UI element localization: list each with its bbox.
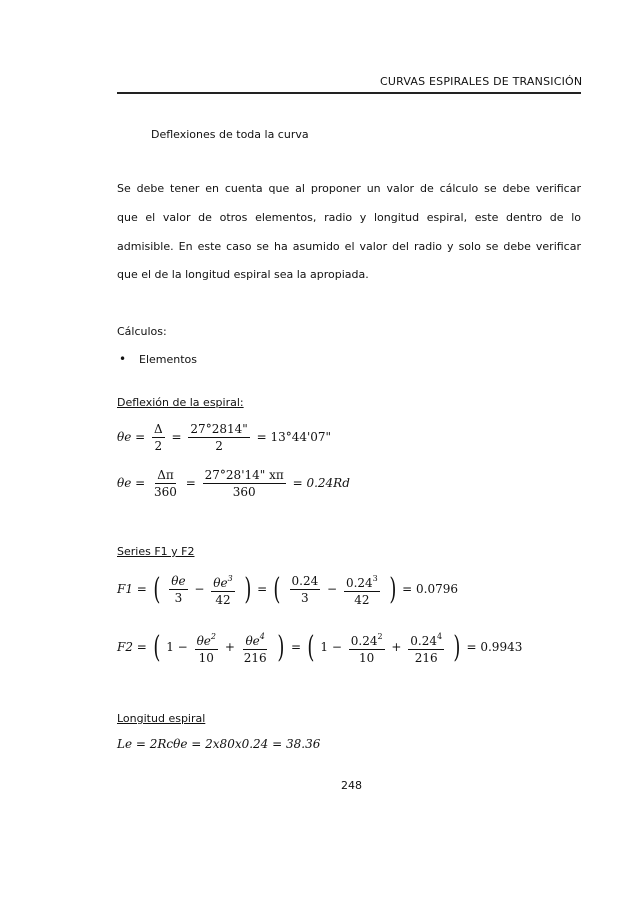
f2-exp-d: 4: [437, 632, 443, 641]
f2-plus-2: +: [391, 640, 402, 654]
f2-den-a: 10: [198, 651, 214, 665]
f2-equals: =: [290, 640, 302, 654]
f1-num-d: 0.24: [345, 576, 373, 590]
right-paren: ): [388, 571, 396, 607]
header-rule: [117, 92, 581, 94]
f1-frac-d: [344, 572, 380, 607]
f1-minus: −: [194, 582, 205, 596]
eq1-frac-b: [188, 422, 249, 453]
paragraph-line: Se debe tener en cuenta que al proponer un valor de cálculo se debe verificar: [117, 182, 581, 195]
f1-result: = 0.0796: [402, 582, 458, 596]
eq1-den-b: 2: [215, 439, 223, 453]
bullet-icon: •: [119, 352, 127, 366]
right-paren: ): [453, 629, 461, 665]
deflexion-equation-1: [117, 422, 331, 453]
series-heading: Series F1 y F2: [117, 545, 195, 558]
f2-num-d: 0.24: [410, 634, 438, 648]
f1-num-b: θe: [213, 576, 228, 590]
f2-frac-a: [195, 630, 218, 665]
paragraph-line: que el de la longitud espiral sea la apropiada.: [117, 268, 369, 281]
f2-frac-d: [408, 630, 444, 665]
f1-exp-d: 3: [372, 574, 378, 583]
f2-one: 1 −: [166, 640, 188, 654]
right-paren: ): [243, 571, 251, 607]
f1-frac-a: [169, 574, 187, 605]
eq1-equals: =: [171, 430, 182, 444]
deflexion-heading: Deflexión de la espiral:: [117, 396, 244, 409]
f2-num-c: 0.24: [350, 634, 378, 648]
f2-num-b: θe: [245, 634, 260, 648]
f1-equals: =: [257, 582, 268, 596]
eq1-lhs: θe =: [117, 430, 146, 444]
eq2-frac-b: [203, 468, 286, 499]
eq2-num-a: Δπ: [157, 468, 174, 482]
f2-den-c: 10: [359, 651, 375, 665]
f1-minus-2: −: [327, 582, 338, 596]
f1-frac-c: [290, 574, 321, 605]
bullet-item: Elementos: [139, 353, 198, 366]
f1-num-c: 0.24: [291, 574, 319, 588]
f2-lhs: F2 =: [117, 640, 147, 654]
longitud-heading: Longitud espiral: [117, 712, 206, 725]
f1-exp-b: 3: [227, 574, 233, 583]
series-f2-equation: [117, 630, 522, 665]
f2-exp-a: 2: [210, 632, 216, 641]
left-paren: (: [307, 629, 315, 665]
left-paren: (: [273, 571, 281, 607]
f2-num-a: θe: [196, 634, 211, 648]
left-paren: (: [153, 571, 161, 607]
f2-den-b: 216: [243, 651, 267, 665]
paragraph-line: que el valor de otros elementos, radio y longitud espiral, este dentro de lo: [117, 211, 581, 224]
f2-result: = 0.9943: [466, 640, 523, 654]
f2-frac-b: [242, 630, 269, 665]
eq1-den-a: 2: [154, 439, 163, 453]
eq2-frac-a: [152, 468, 179, 499]
eq1-frac-a: [152, 422, 165, 453]
eq1-num-a: Δ: [154, 422, 163, 436]
eq2-result: = 0.24Rd: [292, 476, 350, 490]
f2-frac-c: [349, 630, 385, 665]
f2-exp-c: 2: [377, 632, 383, 641]
series-f1-equation: [117, 572, 458, 607]
running-header: CURVAS ESPIRALES DE TRANSICIÓN: [380, 75, 583, 88]
f1-den-d: 42: [354, 593, 370, 607]
f1-lhs: F1 =: [117, 582, 147, 596]
f2-one-2: 1 −: [320, 640, 342, 654]
page-number: 248: [341, 779, 362, 792]
longitud-equation: Le = 2Rcθe = 2x80x0.24 = 38.36: [117, 737, 321, 751]
eq2-den-b: 360: [232, 485, 256, 499]
right-paren: ): [277, 629, 285, 665]
f1-den-a: 3: [174, 591, 183, 605]
f2-plus: +: [224, 640, 235, 654]
eq2-den-a: 360: [154, 485, 177, 499]
f1-num-a: θe: [171, 574, 186, 588]
eq1-num-b: 27°2814": [190, 422, 248, 436]
calculos-label: Cálculos:: [117, 325, 167, 338]
f1-den-b: 42: [215, 593, 231, 607]
eq2-equals: =: [185, 476, 196, 490]
f1-frac-b: [211, 572, 234, 607]
left-paren: (: [153, 629, 161, 665]
f2-den-d: 216: [414, 651, 438, 665]
f2-exp-b: 4: [259, 632, 265, 641]
eq2-num-b: 27°28'14" xπ: [204, 468, 284, 482]
deflexion-equation-2: [117, 468, 350, 499]
eq2-lhs: θe =: [117, 476, 146, 490]
f1-den-c: 3: [301, 591, 309, 605]
paragraph-line: admisible. En este caso se ha asumido el valor del radio y solo se debe verificar: [117, 240, 581, 253]
eq1-result: = 13°44'07": [256, 430, 332, 444]
section-subtitle: Deflexiones de toda la curva: [151, 128, 309, 141]
